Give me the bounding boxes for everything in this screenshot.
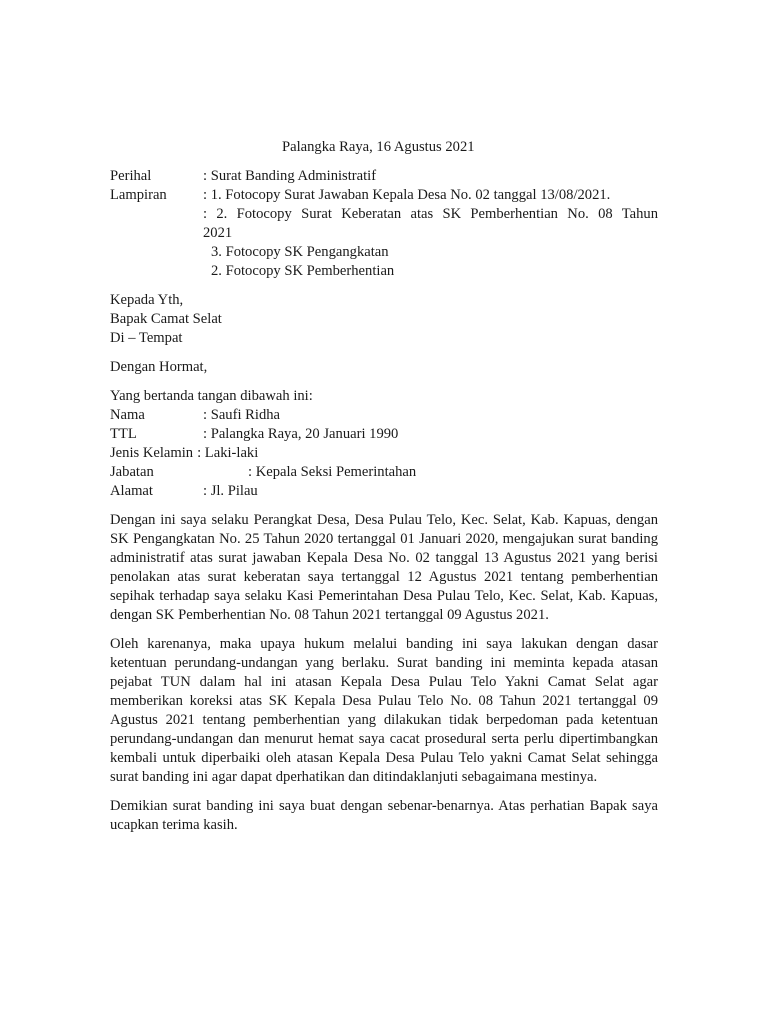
letter-page [110, 138, 658, 835]
letter-header [110, 167, 658, 281]
identity-block [110, 406, 658, 501]
recipient-line: Di – Tempat [110, 330, 183, 346]
body-paragraph-2: Oleh karenanya, maka upaya hukum melalui banding ini saya lakukan dengan dasar ketentuan perundang-undangan yang berlaku. Surat banding ini meminta kepada atasan pejabat TUN dalam hal ini atasan Kepala Desa Pulau Telo Yakni Camat Selat agar memberikan koreksi atas SK Kepala Desa Pulau Telo No. 08 Tahun 2021 tertanggal 09 Agustus 2021 tentang pemberhentian yang dilakukan tidak berpedoman pada ketentuan perundang-undangan dan menurut hemat saya cacat prosedural serta perlu dipertimbangkan kembali untuk diperbaiki oleh atasan Kepala Desa Pulau Telo yakni Camat Selat sehingga surat banding ini agar dapat dperhatikan dan ditindaklanjuti sebagaimana mestinya. [110, 636, 658, 785]
greeting: Dengan Hormat, [110, 359, 208, 375]
lampiran-item: : 2. Fotocopy Surat Keberatan atas SK Pemberhentian No. 08 Tahun [203, 206, 658, 222]
body-paragraph-1: Dengan ini saya selaku Perangkat Desa, Desa Pulau Telo, Kec. Selat, Kab. Kapuas, dengan SK Pengangkatan No. 25 Tahun 2020 tertanggal 01 Januari 2020, mengajukan surat banding administratif atas surat jawaban Kepala Desa No. 02 tanggal 13 Agustus 2021 yang berisi penolakan atas surat keberatan saya tertanggal 12 Agustus 2021 tentang pemberhentian sepihak terhadap saya selaku Kasi Pemerintahan Desa Pulau Telo, Kec. Selat, Kab. Kapuas, dengan SK Pemberhentian No. 08 Tahun 2021 tertanggal 09 Agustus 2021. [110, 512, 658, 623]
nama-value: : Saufi Ridha [203, 407, 281, 423]
intro-line: Yang bertanda tangan dibawah ini: [110, 388, 313, 404]
identity-row-jenis-kelamin [110, 444, 658, 463]
jenis-kelamin-label: Jenis Kelamin [110, 445, 194, 461]
alamat-label: Alamat [110, 483, 153, 499]
lampiran-label: Lampiran [110, 187, 167, 203]
lampiran-item: 3. Fotocopy SK Pengangkatan [211, 244, 389, 260]
jabatan-label: Jabatan [110, 464, 154, 480]
lampiran-item: : 1. Fotocopy Surat Jawaban Kepala Desa No. 02 tanggal 13/08/2021. [203, 187, 611, 203]
body-paragraph-3: Demikian surat banding ini saya buat dengan sebenar-benarnya. Atas perhatian Bapak saya ucapkan terima kasih. [110, 798, 658, 833]
identity-row-jabatan [110, 463, 658, 482]
recipient-block [110, 291, 658, 348]
perihal-label: Perihal [110, 168, 152, 184]
perihal-row [110, 167, 658, 186]
lampiran-item: 2021 [203, 225, 233, 241]
nama-label: Nama [110, 407, 145, 423]
perihal-value: : Surat Banding Administratif [203, 168, 377, 184]
place-date: Palangka Raya, 16 Agustus 2021 [282, 139, 475, 155]
jenis-kelamin-value: : Laki-laki [197, 445, 259, 461]
lampiran-list [203, 186, 658, 281]
ttl-value: : Palangka Raya, 20 Januari 1990 [203, 426, 399, 442]
identity-row-nama [110, 406, 658, 425]
recipient-line: Kepada Yth, [110, 292, 184, 308]
alamat-value: : Jl. Pilau [203, 483, 258, 499]
lampiran-row [110, 186, 658, 281]
identity-row-alamat [110, 482, 658, 501]
ttl-label: TTL [110, 426, 137, 442]
recipient-line: Bapak Camat Selat [110, 311, 222, 327]
lampiran-item: 2. Fotocopy SK Pemberhentian [211, 263, 395, 279]
identity-row-ttl [110, 425, 658, 444]
jabatan-value: : Kepala Seksi Pemerintahan [248, 464, 417, 480]
